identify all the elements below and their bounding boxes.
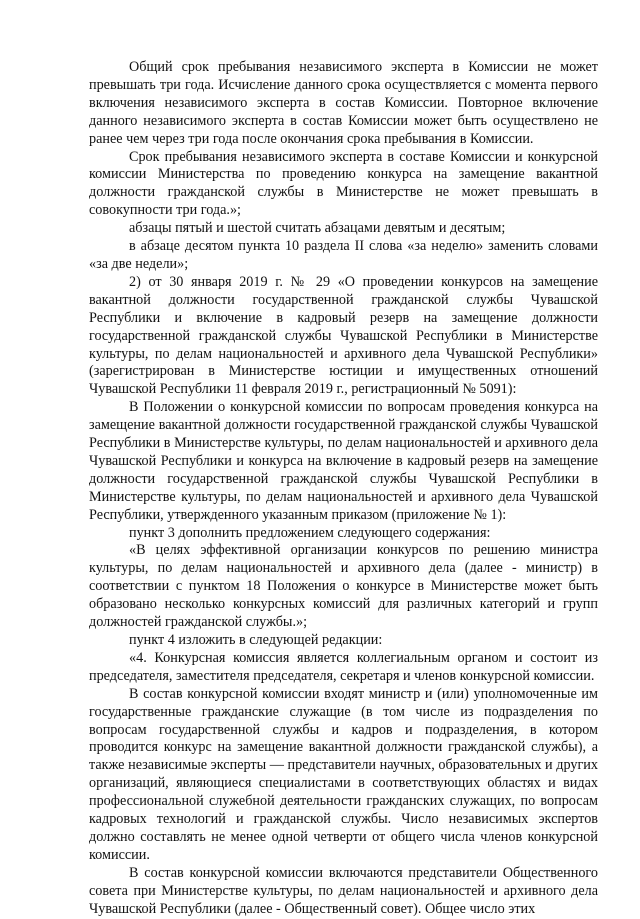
paragraph-renumber-abzacy: абзацы пятый и шестой считать абзацами девятым и десятым; — [129, 220, 506, 237]
paragraph-expert-term-limit: Общий срок пребывания независимого эксперта в Комиссии не может превышать три года. Исчисление данного срока осуществляется с момента первого включения независимого эксперта в состав Комиссии. Повторное включение данного независимого эксперта в состав Комиссии может быть осуществлено не ранее чем через три года после окончания срока пребывания в Комиссии. — [89, 59, 598, 147]
paragraph-week-replacement: в абзаце десятом пункта 10 раздела II слова «за неделю» заменить словами «за две недели»; — [89, 238, 598, 272]
paragraph-expert-total-term: Срок пребывания независимого эксперта в составе Комиссии и конкурсной комиссии Министерства по проведению конкурса на замещение вакантной должности гражданской службы в Министерстве не может превышать в совокупности три года.»; — [89, 148, 598, 219]
paragraph-order-29: 2) от 30 января 2019 г. № 29 «О проведении конкурсов на замещение вакантной должности государственной гражданской службы Чувашской Республики и включение в кадровый резерв на замещение должности государственной гражданской службы Чувашской Республики в Министерстве культуры, по делам национальностей и архивного дела Чувашской Республики» (зарегистрирован в Министерстве юстиции и имущественных отношений Чувашской Республики 11 февраля 2019 г., регистрационный № 5091): — [89, 273, 598, 398]
paragraph-point-4-intro: пункт 4 изложить в следующей редакции: — [129, 632, 383, 648]
paragraph-commission-composition: В состав конкурсной комиссии входят министр и (или) уполномоченные им государственные гражданские служащие (в том числе из подразделения по вопросам государственной службы и кадров и подразделения, в котором проводится конкурс на замещение вакантной должности гражданской службы), а также независимые эксперты — представители научных, образовательных и других организаций, являющиеся специалистами в соответствующих областях и видах профессиональной служебной деятельности гражданских служащих, по вопросам кадровых технологий и гражданской службы. Число независимых экспертов должно составлять не менее одной четверти от общего числа членов конкурсной комиссии. — [89, 685, 598, 863]
paragraph-point-4-collegial: «4. Конкурсная комиссия является коллегиальным органом и состоит из председателя, заместителя председателя, секретаря и членов конкурсной комиссии. — [89, 649, 598, 684]
paragraph-public-council: В состав конкурсной комиссии включаются представители Общественного совета при Министерстве культуры, по делам национальностей и архивного дела Чувашской Республики (далее - Общественный совет). Общее число этих — [89, 864, 598, 917]
paragraph-point-3-addition: пункт 3 дополнить предложением следующего содержания: — [129, 524, 491, 541]
paragraph-commission-regulation: В Положении о конкурсной комиссии по вопросам проведения конкурса на замещение вакантной должности государственной гражданской службы Чувашской Республики в Министерстве культуры, по делам национальностей и архивного дела Чувашской Республики и конкурса на включение в кадровый резерв на замещение должности государственной гражданской службы Чувашской Республики в Министерстве культуры, по делам национальностей и архивного дела Чувашской Республики, утвержденного указанным приказом (приложение № 1): — [89, 399, 598, 523]
document-body — [89, 59, 598, 919]
paragraph-point-3-quote: «В целях эффективной организации конкурсов по решению министра культуры, по делам национальностей и архивного дела (далее - министр) в соответствии с пунктом 18 Положения о конкурсе в Министерстве может быть образовано несколько конкурсных комиссий для различных категорий и групп должностей гражданской службы.»; — [89, 542, 598, 631]
